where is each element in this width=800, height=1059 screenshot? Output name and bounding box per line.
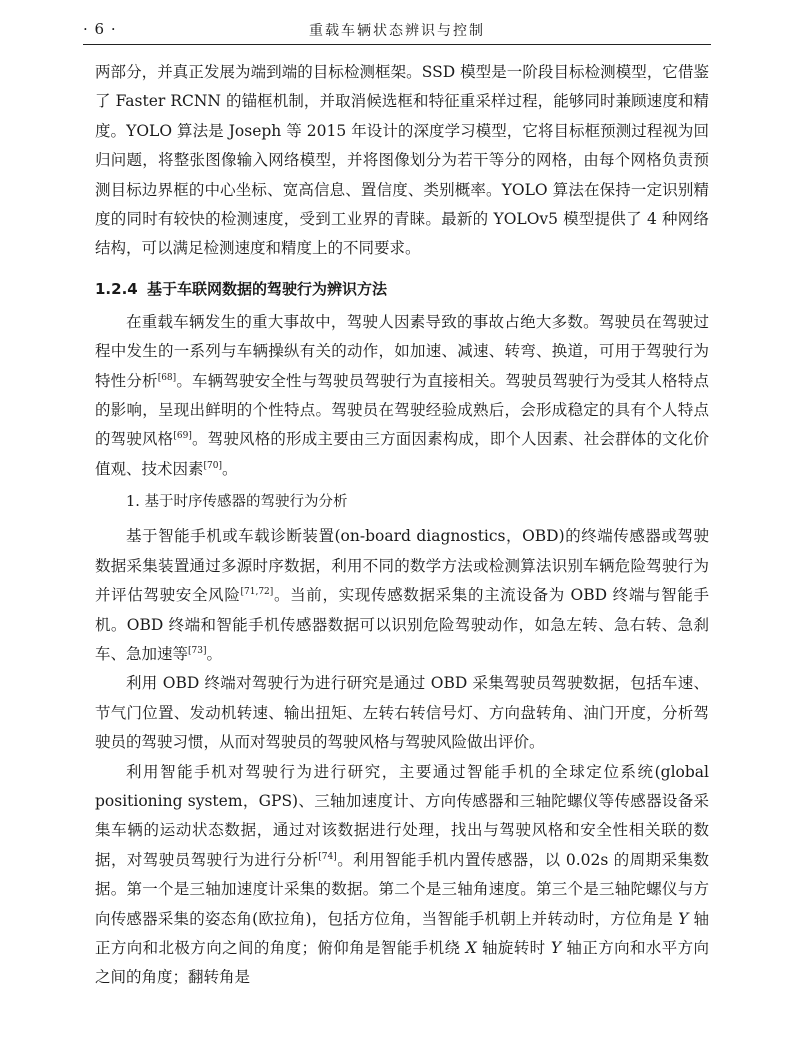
text-run: 轴正方向和水平方向之间的角度；翻转角是 (95, 938, 709, 987)
paragraph-yolo-ssd: 两部分，并真正发展为端到端的目标检测框架。SSD 模型是一阶段目标检测模型，它借鉴了 Faster RCNN 的锚框机制，并取消候选框和特征重采样过程，能够同时兼顾速度和精度。YOLO 算法是 Joseph 等 2015 年设计的深度学习模型，它将目标框预测过程视为回归问题，将整张图像输入网络模型，并将图像划分为若干等分的网格，由每个网格负责预测目标边界框的中心坐标、宽高信息、置信度、类别概率。YOLO 算法在保持一定识别精度的同时有较快的检测速度，受到工业界的青睐。最新的 YOLOv5 模型提供了 4 种网络结构，可以满足检测速度和精度上的不同要求。 (95, 63, 709, 258)
text-run: 轴正方向和北极方向之间的角度；俯仰角是智能手机绕 (95, 909, 709, 957)
text-run: 。 (206, 644, 223, 663)
citation: [71,72] (240, 586, 274, 597)
text-run: 。车辆驾驶安全性与驾驶员驾驶行为直接相关。驾驶员驾驶行为受其人格特点的影响，呈现出鲜明的个性特点。驾驶员在驾驶经验成熟后，会形成稳定的具有个人特点的驾驶风格 (95, 371, 709, 449)
text-run: 利用智能手机对驾驶行为进行研究，主要通过智能手机的全球定位系统(global positioning system，GPS)、三轴加速度计、方向传感器和三轴陀螺仪等传感器设备采集车辆的运动状态数据，通过对该数据进行处理，找出与驾驶风格和安全性相关联的数据，对驾驶员驾驶行为进行分析 (95, 762, 709, 869)
text-run: 。利用智能手机内置传感器，以 0.02s 的周期采集数据。第一个是三轴加速度计采集的数据。第二个是三轴角速度。第三个是三轴陀螺仪与方向传感器采集的姿态角(欧拉角)，包括方位角，当智能手机朝上并转动时，方位角是 (95, 850, 709, 928)
text-run: 基于智能手机或车载诊断装置(on-board diagnostics，OBD)的终端传感器或驾驶数据采集装置通过多源时序数据，利用不同的数学方法或检测算法识别车辆危险驾驶行为并评估驾驶安全风险 (95, 527, 709, 605)
paragraph-driver-factors (95, 308, 709, 484)
paragraph-obd-smartphone (95, 522, 709, 669)
variable: Y (550, 938, 562, 957)
section-title: 基于车联网数据的驾驶行为辨识方法 (147, 279, 388, 298)
citation: [68] (157, 372, 177, 383)
page-body (95, 58, 709, 993)
citation: [73] (188, 645, 207, 656)
page-header (83, 18, 711, 45)
citation: [69] (173, 431, 192, 442)
page-number: · 6 · (83, 20, 117, 38)
text-run: 。 (222, 459, 238, 478)
running-title: 重载车辆状态辨识与控制 (309, 23, 485, 39)
section-heading (95, 276, 709, 302)
paragraph-smartphone-sensors (95, 758, 709, 993)
subsection-heading: 1. 基于时序传感器的驾驶行为分析 (126, 494, 348, 511)
citation: [74] (318, 851, 337, 862)
section-number: 1.2.4 (95, 279, 138, 298)
paragraph-obd-terminal: 利用 OBD 终端对驾驶行为进行研究是通过 OBD 采集驾驶员驾驶数据，包括车速、节气门位置、发动机转速、输出扭矩、左转右转信号灯、方向盘转角、油门开度，分析驾驶员的驾驶习惯，从而对驾驶员的驾驶风格与驾驶风险做出评价。 (95, 674, 709, 752)
variable: X (465, 938, 477, 957)
text-run: 。驾驶风格的形成主要由三方面因素构成，即个人因素、社会群体的文化价值观、技术因素 (95, 430, 709, 478)
variable: Y (678, 909, 689, 928)
text-run: 轴旋转时 (476, 938, 551, 957)
text-run: 。当前，实现传感数据采集的主流设备为 OBD 终端与智能手机。OBD 终端和智能手机传感器数据可以识别危险驾驶动作，如急左转、急右转、急刹车、急加速等 (95, 586, 709, 663)
citation: [70] (203, 460, 222, 471)
text-run: 在重载车辆发生的重大事故中，驾驶人因素导致的事故占绝大多数。驾驶员在驾驶过程中发生的一系列与车辆操纵有关的动作，如加速、减速、转弯、换道，可用于驾驶行为特性分析 (95, 312, 709, 390)
